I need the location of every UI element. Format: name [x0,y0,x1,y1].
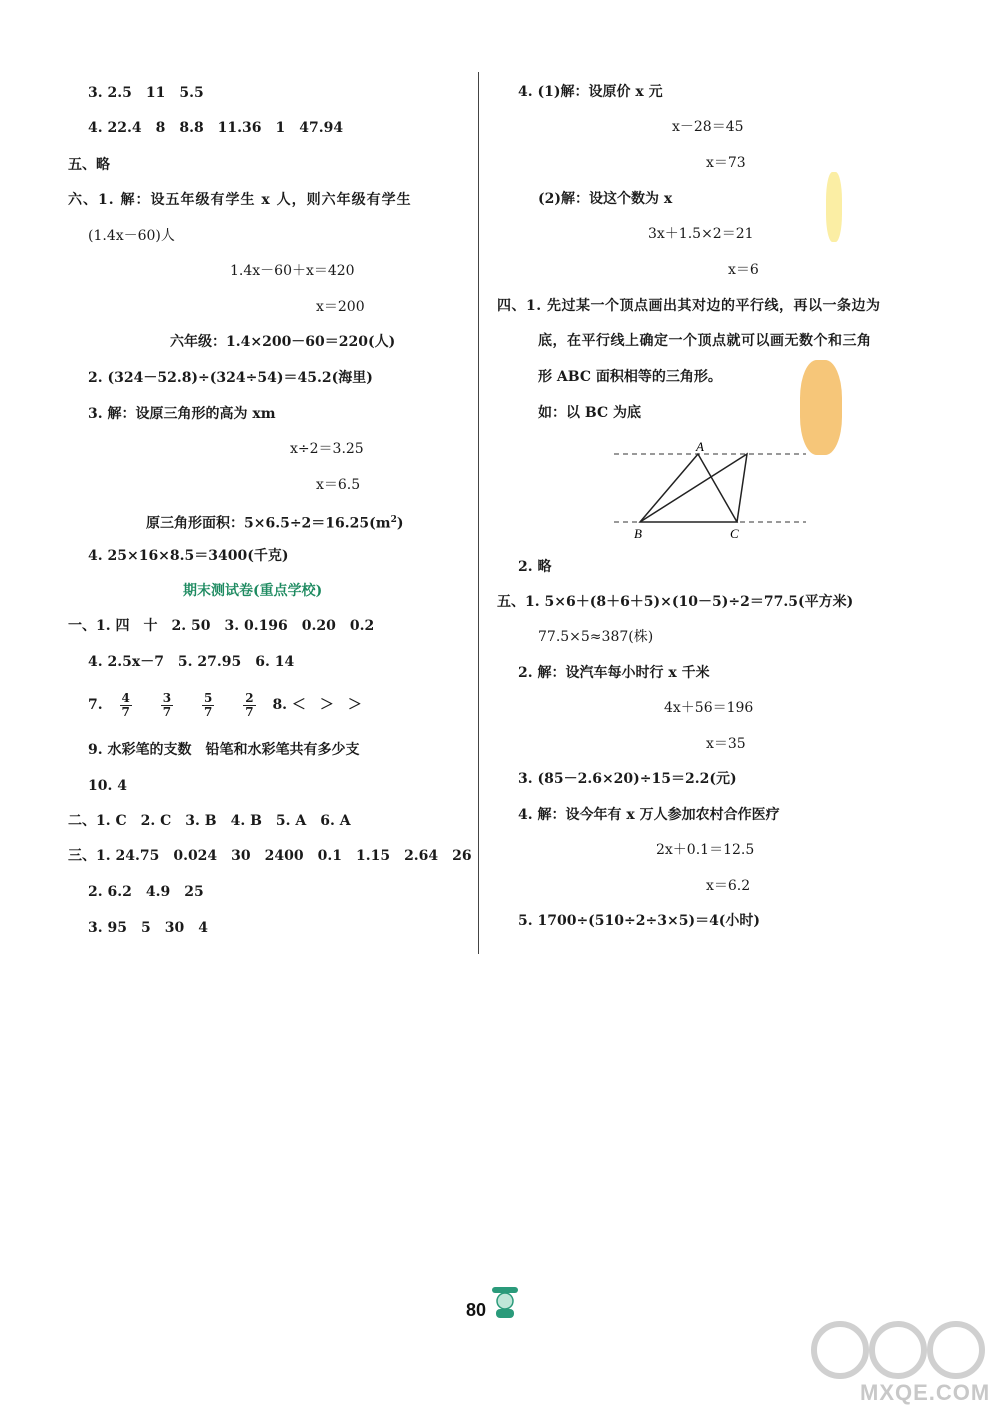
right-line-19: 2x＋0.1＝12.5 [656,842,755,858]
right-line-4: (2)解：设这个数为 x [538,191,673,207]
left-line-21: 三、1. 24.75 0.024 30 2400 0.1 1.15 2.64 26 [68,848,472,864]
right-line-7: 四、1. 先过某一个顶点画出其对边的平行线，再以一条边为 [497,298,881,314]
right-line-9: 形 ABC 面积相等的三角形。 [538,369,722,385]
left-line-23: 3. 95 5 30 4 [88,920,208,936]
right-line-16: x＝35 [706,736,746,752]
fraction-1 [120,692,132,719]
left-line-8: 六年级：1.4×200－60＝220(人) [170,334,396,350]
right-line-15: 4x＋56＝196 [664,700,754,716]
left-line-6: 1.4x－60＋x＝420 [230,263,355,279]
right-line-17: 3. (85－2.6×20)÷15＝2.2(元) [518,771,737,787]
left-line-2: 4. 22.4 8 8.8 11.36 1 47.94 [88,120,344,136]
q7-label: 7. [88,697,103,713]
right-line-14: 2. 解：设汽车每小时行 x 千米 [518,665,710,681]
left-line-18: 9. 水彩笔的支数 铅笔和水彩笔共有多少支 [88,742,360,758]
left-line-4: 六、1. 解：设五年级有学生 x 人，则六年级有学生 [68,192,412,208]
fraction-2-den: 7 [162,704,172,719]
fraction-1-den: 7 [121,704,130,719]
left-line-1: 3. 2.5 11 5.5 [88,85,204,101]
mascot-icon [488,1283,524,1321]
right-line-11: 2. 略 [518,559,552,575]
label-c: C [730,526,739,541]
fraction-4-num: 2 [245,690,254,705]
right-line-18: 4. 解：设今年有 x 万人参加农村合作医疗 [518,807,780,823]
left-line-17 [88,690,362,720]
right-line-2: x－28＝45 [672,119,744,135]
left-line-14: 4. 25×16×8.5＝3400(千克) [88,548,289,564]
right-line-21: 5. 1700÷(510÷2÷3×5)＝4(小时) [518,913,761,929]
left-line-9: 2. (324－52.8)÷(324÷54)＝45.2(海里) [88,370,373,386]
section-title: 期末测试卷(重点学校) [183,583,323,599]
right-line-13: 77.5×5≈387(株) [538,629,654,645]
right-line-5: 3x＋1.5×2＝21 [648,226,754,242]
left-line-7: x＝200 [316,299,365,315]
left-line-12: x＝6.5 [316,477,361,493]
q8-answer: 8. ＜ ＞ ＞ [272,697,362,713]
right-line-8: 底，在平行线上确定一个顶点就可以画无数个和三角 [538,333,872,349]
left-line-15: 一、1. 四 十 2. 50 3. 0.196 0.20 0.2 [68,618,375,634]
page-number: 80 [466,1300,487,1320]
fraction-3-den: 7 [203,704,213,719]
label-a: A [696,439,704,454]
fraction-4 [243,692,255,719]
right-line-1: 4. (1)解：设原价 x 元 [518,84,663,100]
area-text-end: ) [396,515,404,532]
right-line-10: 如：以 BC 为底 [538,405,641,421]
fraction-2-num: 3 [162,690,172,705]
left-line-5: (1.4x－60)人 [88,228,175,244]
highlighter-mark-1 [826,172,842,242]
label-b: B [634,526,642,541]
left-line-13 [146,510,403,534]
area-superscript: 2 [390,515,397,525]
left-line-3: 五、略 [68,157,110,173]
triangle-diagram [610,435,810,543]
left-line-10: 3. 解：设原三角形的高为 xm [88,406,276,422]
fraction-3 [202,692,214,719]
right-line-12: 五、1. 5×6＋(8＋6＋5)×(10－5)÷2＝77.5(平方米) [497,594,854,610]
watermark-text: MXQE.COM [860,1380,991,1405]
right-line-3: x＝73 [706,155,746,171]
right-line-6: x＝6 [728,262,759,278]
fraction-3-num: 5 [203,690,213,705]
fraction-2 [161,692,173,719]
fraction-1-num: 4 [121,690,130,705]
highlighter-mark-2 [800,360,842,455]
column-divider [478,72,479,954]
left-line-11: x÷2＝3.25 [290,441,364,457]
fraction-4-den: 7 [245,704,254,719]
triangle-abc [640,454,737,522]
left-line-16: 4. 2.5x－7 5. 27.95 6. 14 [88,654,295,670]
right-line-20: x＝6.2 [706,878,751,894]
left-line-19: 10. 4 [88,778,127,794]
left-line-22: 2. 6.2 4.9 25 [88,884,204,900]
left-line-20: 二、1. C 2. C 3. B 4. B 5. A 6. A [68,813,351,829]
area-text: 原三角形面积：5×6.5÷2＝16.25(m [146,515,391,532]
